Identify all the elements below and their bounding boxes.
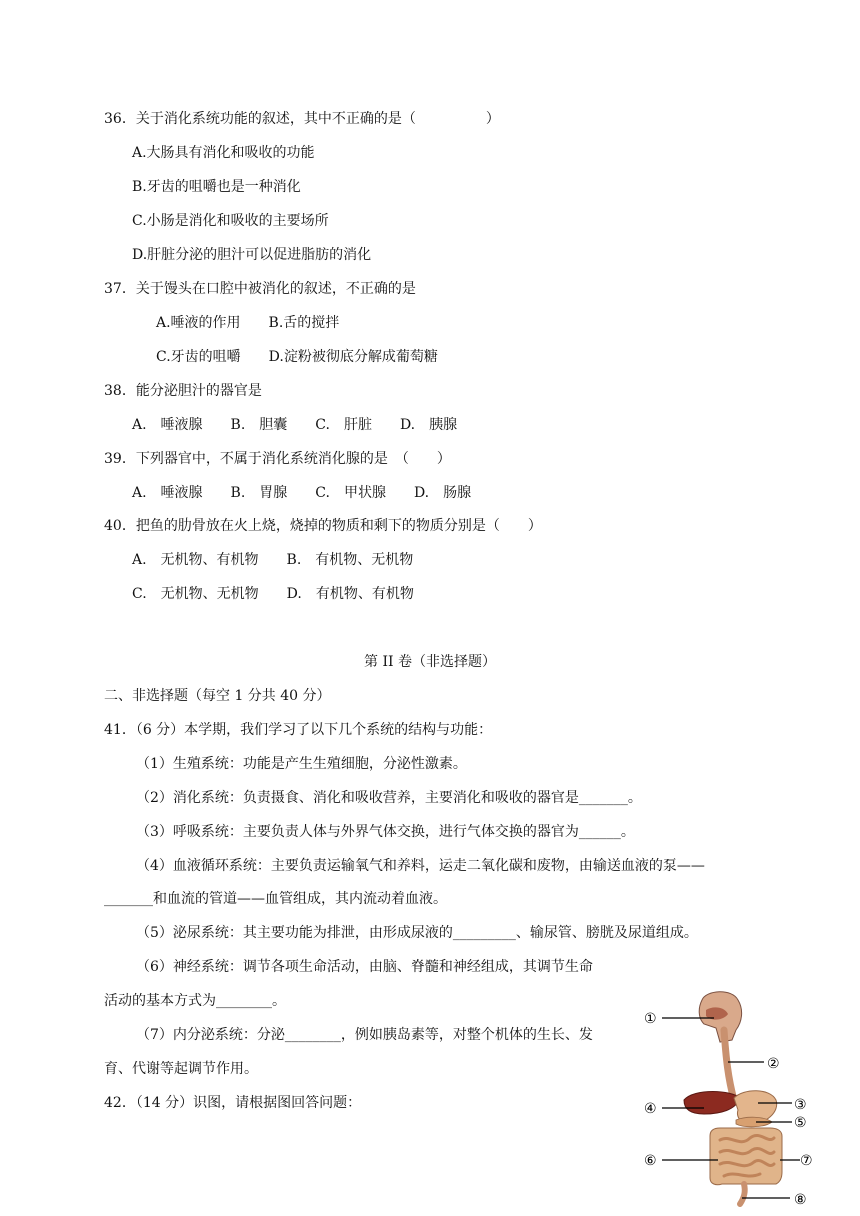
digestive-system-figure [640, 988, 816, 1210]
q41-item-3: （3）呼吸系统：主要负责人体与外界气体交换，进行气体交换的器官为______。 [136, 824, 635, 840]
part2-title: 第 II 卷（非选择题） [364, 654, 496, 670]
q41-item-7-line1: （7）内分泌系统：分泌________，例如胰岛素等，对整个机体的生长、发 [136, 1027, 593, 1043]
q41-item-6-line2: 活动的基本方式为________。 [104, 993, 286, 1009]
figure-label-1: ① [644, 1011, 657, 1027]
rectum-shape [740, 1184, 745, 1204]
part2-heading: 二、非选择题（每空 1 分共 40 分） [104, 688, 331, 704]
q40-options-row2: C. 无机物、无机物 D. 有机物、有机物 [132, 586, 414, 602]
q41-item-4-line2: _______和血流的管道——血管组成，其内流动着血液。 [104, 891, 447, 907]
q41-item-5: （5）泌尿系统：其主要功能为排泄，由形成尿液的_________、输尿管、膀胱及尿道组成。 [136, 925, 698, 941]
q38-stem: 38．能分泌胆汁的器官是 [104, 383, 262, 399]
q41-item-6-line1: （6）神经系统：调节各项生命活动，由脑、脊髓和神经组成，其调节生命 [136, 959, 593, 975]
q36-stem: 36．关于消化系统功能的叙述，其中不正确的是（ ） [104, 111, 500, 127]
q40-options-row1: A. 无机物、有机物 B. 有机物、无机物 [132, 552, 414, 568]
figure-label-7: ⑦ [800, 1153, 813, 1169]
q41-item-4-line1: （4）血液循环系统：主要负责运输氧气和养料，运走二氧化碳和废物，由输送血液的泵—— [136, 858, 705, 874]
q36-option-a: A.大肠具有消化和吸收的功能 [132, 145, 315, 161]
digestive-system-diagram [640, 988, 816, 1210]
q41-stem: 41．（6 分）本学期，我们学习了以下几个系统的结构与功能： [104, 722, 493, 738]
q36-option-b: B.牙齿的咀嚼也是一种消化 [132, 179, 301, 195]
q40-stem: 40．把鱼的肋骨放在火上烧，烧掉的物质和剩下的物质分别是（ ） [104, 518, 542, 534]
q41-item-1: （1）生殖系统：功能是产生生殖细胞，分泌性激素。 [136, 756, 467, 772]
figure-label-8: ⑧ [794, 1192, 807, 1208]
figure-label-4: ④ [644, 1101, 657, 1117]
q42-stem: 42．（14 分）识图，请根据图回答问题： [104, 1095, 362, 1111]
q36-option-d: D.肝脏分泌的胆汁可以促进脂肪的消化 [132, 247, 372, 263]
q37-stem: 37．关于馒头在口腔中被消化的叙述，不正确的是 [104, 281, 416, 297]
figure-label-3: ③ [794, 1097, 807, 1113]
q41-item-7-line2: 育、代谢等起调节作用。 [104, 1061, 258, 1077]
q41-item-2: （2）消化系统：负责摄食、消化和吸收营养，主要消化和吸收的器官是_______。 [136, 790, 642, 806]
figure-label-6: ⑥ [644, 1153, 657, 1169]
q37-options-row2: C.牙齿的咀嚼 D.淀粉被彻底分解成葡萄糖 [156, 349, 438, 365]
figure-label-5: ⑤ [794, 1115, 807, 1131]
q39-options: A. 唾液腺 B. 胃腺 C. 甲状腺 D. 肠腺 [132, 485, 472, 501]
liver-shape [684, 1092, 740, 1115]
q37-options-row1: A.唾液的作用 B.舌的搅拌 [156, 315, 340, 331]
q38-options: A. 唾液腺 B. 胆囊 C. 肝脏 D. 胰腺 [132, 417, 458, 433]
figure-label-2: ② [767, 1056, 780, 1072]
q36-option-c: C.小肠是消化和吸收的主要场所 [132, 213, 329, 229]
q39-stem: 39．下列器官中，不属于消化系统消化腺的是 （ ） [104, 451, 451, 467]
